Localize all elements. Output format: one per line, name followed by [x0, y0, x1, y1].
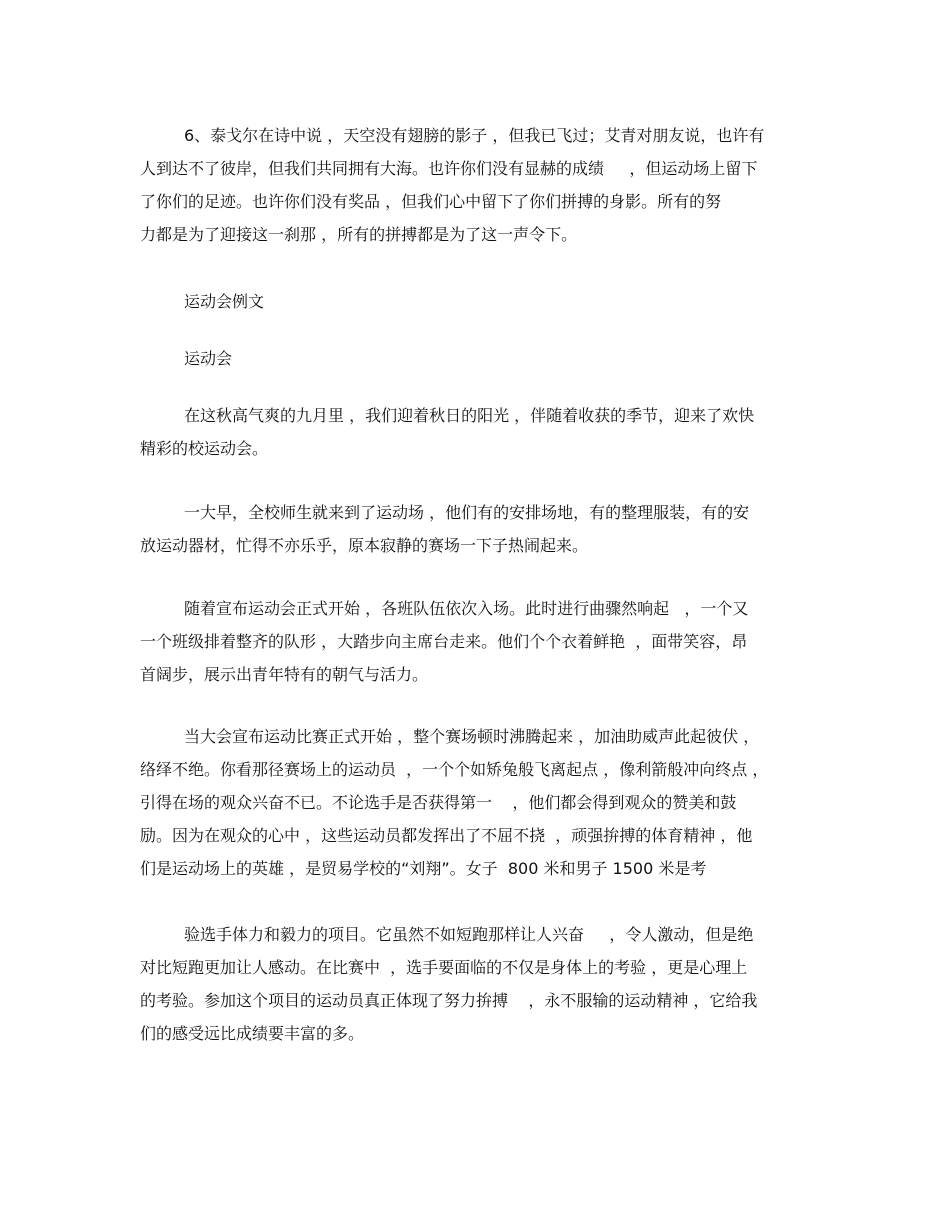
text-line: 络绎不绝。你看那径赛场上的运动员 ，一个个如矫兔般飞离起点 ，像利箭般冲向终点 ，	[140, 760, 769, 779]
paragraph-4	[140, 720, 820, 885]
text-line: 们的感受远比成绩要丰富的多。	[140, 1024, 365, 1043]
text-line: 6、泰戈尔在诗中说 ，天空没有翅膀的影子 ，但我已飞过；艾青对朋友说，也许有	[184, 126, 765, 145]
paragraph-intro	[140, 119, 820, 251]
text-line: 验选手体力和毅力的项目。它虽然不如短跑那样让人兴奋 ，令人激动，但是绝	[184, 925, 754, 944]
text-line: 在这秋高气爽的九月里 ，我们迎着秋日的阳光 ，伴随着收获的季节，迎来了欢快	[184, 406, 755, 425]
text-line: 放运动器材，忙得不亦乐乎，原本寂静的赛场一下子热闹起来。	[140, 536, 589, 555]
article-title: 运动会	[184, 349, 233, 368]
text-line: 一大早，全校师生就来到了运动场 ，他们有的安排场地，有的整理服装，有的安	[184, 503, 750, 522]
paragraph-3	[140, 592, 820, 691]
text-line: 了你们的足迹。也许你们没有奖品 ，但我们心中留下了你们拼搏的身影。所有的努	[140, 192, 722, 211]
text-line: 的考验。参加这个项目的运动员真正体现了努力拚搏 ，永不服输的运动精神 ，它给我	[140, 991, 758, 1010]
text-line: 对比短跑更加让人感动。在比赛中 ，选手要面临的不仅是身体上的考验 ，更是心理上	[140, 958, 748, 977]
paragraph-1	[140, 399, 820, 465]
text-line: 引得在场的观众兴奋不已。不论选手是否获得第一 ，他们都会得到观众的赞美和鼓	[140, 793, 737, 812]
paragraph-5	[140, 918, 820, 1050]
paragraph-2	[140, 496, 820, 562]
text-line: 当大会宣布运动比赛正式开始 ，整个赛场顿时沸腾起来 ，加油助威声此起彼伏 ，	[184, 727, 760, 746]
text-line: 人到达不了彼岸，但我们共同拥有大海。也许你们没有显赫的成绩 ，但运动场上留下	[140, 159, 758, 178]
section-heading: 运动会例文	[184, 292, 265, 311]
text-line: 们是运动场上的英雄 ，是贸易学校的“刘翔”。女子 800 米和男子 1500 米是考	[140, 859, 707, 878]
text-line: 精彩的校运动会。	[140, 439, 269, 458]
text-line: 首阔步，展示出青年特有的朝气与活力。	[140, 665, 429, 684]
text-line: 力都是为了迎接这一刹那 ，所有的拼搏都是为了这一声令下。	[140, 225, 578, 244]
text-line: 励。因为在观众的心中 ，这些运动员都发挥出了不屈不挠 ，顽强拚搏的体育精神 ，他	[140, 826, 753, 845]
text-line: 随着宣布运动会正式开始 ，各班队伍依次入场。此时进行曲骤然响起 ，一个又	[184, 599, 749, 618]
text-line: 一个班级排着整齐的队形 ，大踏步向主席台走来。他们个个衣着鲜艳 ，面带笑容，昂	[140, 632, 748, 651]
